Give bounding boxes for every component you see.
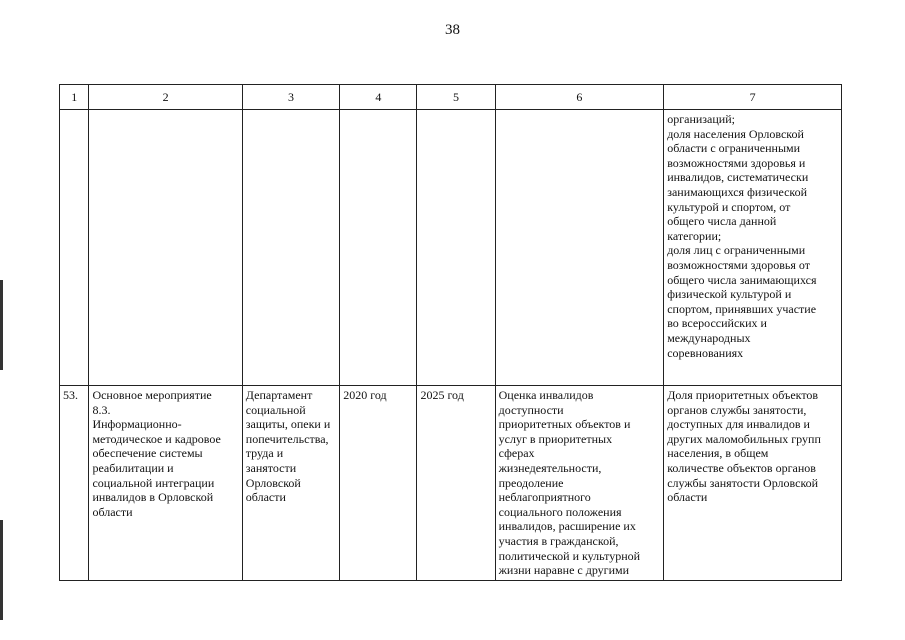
text-line: общего числа занимающихся bbox=[667, 272, 817, 287]
text-line: занимающихся физической bbox=[667, 184, 808, 199]
cell-executor bbox=[242, 110, 339, 386]
executor-text bbox=[246, 388, 336, 505]
cell-measure bbox=[89, 110, 242, 386]
text-line: службы занятости Орловской bbox=[667, 475, 819, 490]
column-number-5: 5 bbox=[417, 85, 495, 110]
text-line: доступных для инвалидов и bbox=[667, 417, 810, 432]
text-line: инвалидов, систематически bbox=[667, 170, 809, 185]
text-line: области bbox=[245, 490, 286, 505]
text-line: социальной bbox=[245, 402, 306, 417]
text-line: 8.3. bbox=[92, 402, 111, 417]
text-line: приоритетных объектов и bbox=[498, 417, 631, 432]
cell-end-year: 2025 год bbox=[417, 386, 495, 581]
table-row-53 bbox=[60, 386, 842, 581]
scan-edge-mark bbox=[0, 280, 3, 370]
text-line: методическое и кадровое bbox=[92, 431, 221, 446]
text-line: социального положения bbox=[498, 504, 622, 519]
column-number-header-row bbox=[60, 85, 842, 110]
text-line: организаций; bbox=[667, 112, 735, 126]
text-line: доля населения Орловской bbox=[667, 126, 804, 141]
cell-number: 53. bbox=[60, 386, 89, 581]
column-number-1: 1 bbox=[60, 85, 89, 110]
cell-expected-result bbox=[495, 386, 664, 581]
page-number: 38 bbox=[445, 22, 460, 38]
cell-start-year bbox=[340, 110, 417, 386]
text-line: во всероссийских и bbox=[667, 316, 767, 331]
text-line: Департамент bbox=[245, 388, 313, 402]
text-line: населения, в общем bbox=[667, 446, 769, 461]
cell-end-year bbox=[417, 110, 495, 386]
program-measures-table bbox=[59, 84, 842, 581]
text-line: категории; bbox=[667, 228, 722, 243]
text-line: реабилитации и bbox=[92, 460, 174, 475]
text-line: Основное мероприятие bbox=[92, 388, 212, 402]
measure-text bbox=[92, 388, 238, 519]
text-line: международных bbox=[667, 330, 751, 345]
text-line: социальной интеграции bbox=[92, 475, 215, 490]
text-line: доля лиц с ограниченными bbox=[667, 243, 806, 258]
scan-edge-mark bbox=[0, 520, 3, 620]
text-line: общего числа данной bbox=[667, 214, 777, 229]
text-line: области bbox=[92, 504, 133, 519]
text-line: инвалидов в Орловской bbox=[92, 490, 214, 505]
column-number-2: 2 bbox=[89, 85, 242, 110]
text-line: защиты, опеки и bbox=[245, 417, 331, 432]
text-line: Оценка инвалидов bbox=[498, 388, 594, 402]
text-line: услуг в приоритетных bbox=[498, 431, 613, 446]
column-number-4: 4 bbox=[340, 85, 417, 110]
text-line: спортом, принявших участие bbox=[667, 301, 817, 316]
text-line: преодоление bbox=[498, 475, 564, 490]
text-line: Орловской bbox=[245, 475, 301, 490]
text-line: физической культурой и bbox=[667, 287, 792, 302]
table-row-continuation bbox=[60, 110, 842, 386]
text-line: Доля приоритетных объектов bbox=[667, 388, 819, 402]
cell-measure bbox=[89, 386, 242, 581]
cell-number bbox=[60, 110, 89, 386]
text-line: попечительства, bbox=[245, 431, 329, 446]
text-line: области с ограниченными bbox=[667, 141, 801, 156]
text-line: органов службы занятости, bbox=[667, 402, 807, 417]
text-line: возможностями здоровья от bbox=[667, 257, 810, 272]
text-line: политической и культурной bbox=[498, 548, 641, 563]
cell-indicators bbox=[664, 110, 842, 386]
text-line: культурой и спортом, от bbox=[667, 199, 791, 214]
column-number-6: 6 bbox=[495, 85, 664, 110]
indicators-text bbox=[667, 388, 838, 505]
cell-executor bbox=[242, 386, 339, 581]
text-line: Информационно- bbox=[92, 417, 182, 432]
text-line: обеспечение системы bbox=[92, 446, 203, 461]
text-line: занятости bbox=[245, 460, 297, 475]
expected-result-text bbox=[499, 388, 661, 578]
text-line: области bbox=[667, 490, 708, 505]
cell-indicators bbox=[664, 386, 842, 581]
column-number-3: 3 bbox=[242, 85, 339, 110]
text-line: других маломобильных групп bbox=[667, 431, 821, 446]
text-line: количестве объектов органов bbox=[667, 460, 816, 475]
text-line: доступности bbox=[498, 402, 564, 417]
text-line: соревнованиях bbox=[667, 345, 744, 360]
text-line: труда и bbox=[245, 446, 284, 461]
text-line: участия в гражданской, bbox=[498, 533, 619, 548]
cell-start-year: 2020 год bbox=[340, 386, 417, 581]
text-line: возможностями здоровья и bbox=[667, 155, 806, 170]
column-number-7: 7 bbox=[664, 85, 842, 110]
text-line: инвалидов, расширение их bbox=[498, 519, 636, 534]
text-line: неблагоприятного bbox=[498, 490, 591, 505]
cell-expected-result bbox=[495, 110, 664, 386]
text-line: жизни наравне с другими bbox=[498, 563, 630, 578]
indicators-text bbox=[667, 112, 838, 360]
text-line: сферах bbox=[498, 446, 535, 461]
text-line: жизнедеятельности, bbox=[498, 460, 602, 475]
